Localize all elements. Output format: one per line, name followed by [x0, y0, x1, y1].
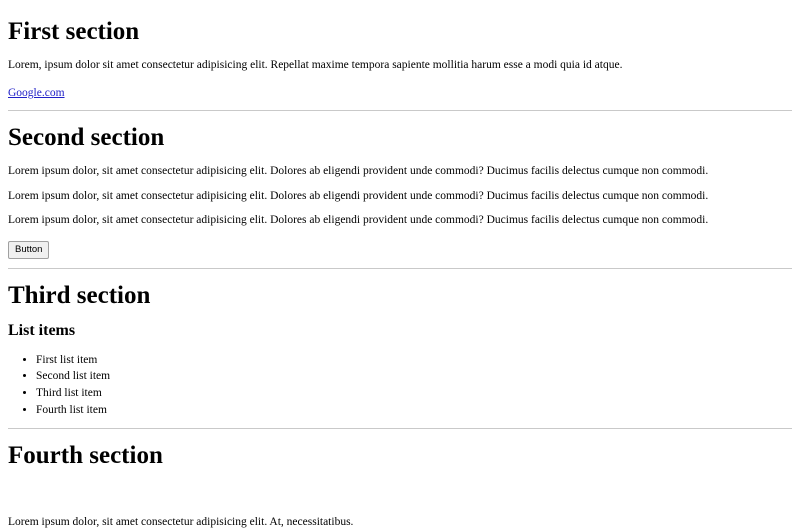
list-item: • Third list item — [36, 385, 792, 402]
list-items-subheading: List items — [8, 322, 76, 340]
fourth-section-paragraph: Lorem ipsum dolor, sit amet consectetur adipisicing elit. At, necessitatibus. — [8, 515, 354, 528]
second-section-paragraph-3: Lorem ipsum dolor, sit amet consectetur adipisicing elit. Dolores ab eligendi provident unde commodi? Ducimus facilis delectus cumque non commodi. — [8, 214, 709, 227]
fourth-section-heading: Fourth section — [8, 442, 163, 470]
first-section-paragraph: Lorem, ipsum dolor sit amet consectetur adipisicing elit. Repellat maxime tempora sapiente mollitia harum esse a modi quia id atque. — [8, 58, 623, 71]
section-divider-2 — [8, 268, 792, 269]
third-section-heading: Third section — [8, 281, 151, 309]
fourth-section-spacer — [8, 483, 792, 505]
item-list — [8, 352, 792, 419]
action-button[interactable]: Button — [8, 241, 49, 258]
second-section-paragraph-1: Lorem ipsum dolor, sit amet consectetur adipisicing elit. Dolores ab eligendi provident unde commodi? Ducimus facilis delectus cumque non commodi. — [8, 164, 709, 177]
google-link[interactable]: Google.com — [8, 87, 65, 100]
second-section-paragraph-2: Lorem ipsum dolor, sit amet consectetur adipisicing elit. Dolores ab eligendi provident unde commodi? Ducimus facilis delectus cumque non commodi. — [8, 189, 709, 202]
section-divider-3 — [8, 428, 792, 429]
list-item: • First list item — [36, 352, 792, 369]
section-divider-1 — [8, 110, 792, 111]
list-item: • Second list item — [36, 368, 792, 385]
first-section-heading: First section — [8, 18, 140, 45]
second-section-heading: Second section — [8, 124, 165, 152]
list-item: • Fourth list item — [36, 402, 792, 419]
